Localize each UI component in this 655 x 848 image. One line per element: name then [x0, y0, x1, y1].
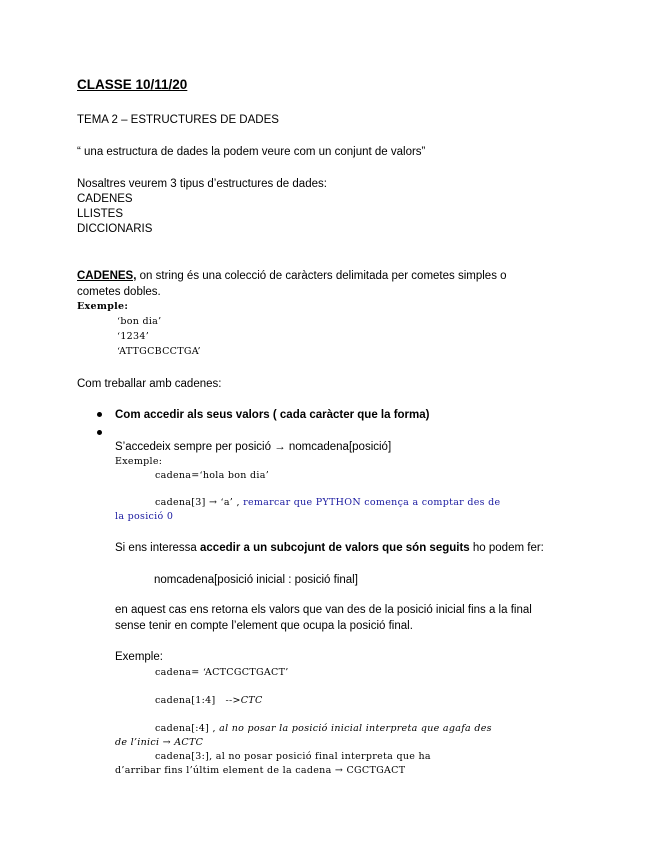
- example-label: Exemple:: [115, 456, 163, 467]
- bullet-icon: [97, 430, 102, 435]
- subset-syntax: nomcadena[posició inicial : posició final]: [154, 574, 358, 586]
- cadenes-def-line2: cometes dobles.: [77, 286, 161, 298]
- note-text-cont: la posició 0: [115, 511, 174, 522]
- code-example: ‘1234’: [117, 331, 150, 342]
- code-example: ‘ATTGCBCCTGA’: [117, 346, 201, 357]
- cadenes-def-text: on string és una colecció de caràcters delimitada per cometes simples o: [136, 270, 507, 282]
- code-slice: cadena[:4] ,: [155, 723, 216, 734]
- quote-text: “ una estructura de dades la podem veure com un conjunt de valors”: [77, 146, 426, 158]
- code-line: cadena[3:], al no posar posició final interpreta que ha: [155, 751, 431, 762]
- subset-explain-line2: sense tenir en compte l’element que ocupa la posició final.: [115, 620, 413, 632]
- code-line: cadena= ‘ACTCGCTGACT’: [155, 667, 289, 678]
- bullet-item-access: Com accedir als seus valors ( cada caràcter que la forma): [115, 409, 430, 421]
- code-line: [155, 723, 492, 735]
- bullet-icon: [97, 412, 102, 417]
- example-label: Exemple:: [115, 651, 163, 663]
- note-text: remarcar que PYTHON comença a comptar des de: [243, 497, 501, 508]
- code-line-cont: d’arribar fins l’últim element de la cadena → CGCTGACT: [115, 765, 406, 776]
- cadenes-definition: [77, 269, 507, 283]
- code-line: [155, 695, 263, 707]
- code-line: cadena=‘hola bon dia’: [155, 470, 270, 481]
- code-line: [155, 497, 500, 509]
- cadenes-heading: CADENES,: [77, 270, 137, 282]
- code-note: al no posar la posició inicial interpreta que agafa des: [215, 723, 492, 734]
- code-slice: cadena[1:4]: [155, 695, 216, 706]
- topic-heading: TEMA 2 – ESTRUCTURES DE DADES: [77, 114, 279, 126]
- code-index: cadena[3] → ‘a’ ,: [155, 497, 240, 508]
- work-intro: Com treballar amb cadenes:: [77, 378, 222, 390]
- type-item: CADENES: [77, 193, 133, 205]
- code-result: -->CTC: [225, 695, 263, 706]
- intro-text: Nosaltres veurem 3 tipus d’estructures de dades:: [77, 178, 327, 190]
- subset-post: ho podem fer:: [469, 542, 544, 554]
- access-line: S’accedeix sempre per posició → nomcadena[posició]: [115, 441, 392, 453]
- subset-bold: accedir a un subcojunt de valors que són seguits: [200, 542, 470, 554]
- subset-pre: Si ens interessa: [115, 542, 201, 554]
- type-item: DICCIONARIS: [77, 223, 153, 235]
- code-example: ‘bon dia’: [117, 316, 162, 327]
- subset-explain: en aquest cas ens retorna els valors que van des de la posició inicial fins a la final: [115, 604, 532, 616]
- subset-intro: [115, 541, 544, 555]
- page-title: CLASSE 10/11/20: [77, 77, 188, 92]
- example-label: Exemple:: [77, 301, 129, 312]
- code-note-cont: de l’inici → ACTC: [115, 737, 204, 748]
- type-item: LLISTES: [77, 208, 124, 220]
